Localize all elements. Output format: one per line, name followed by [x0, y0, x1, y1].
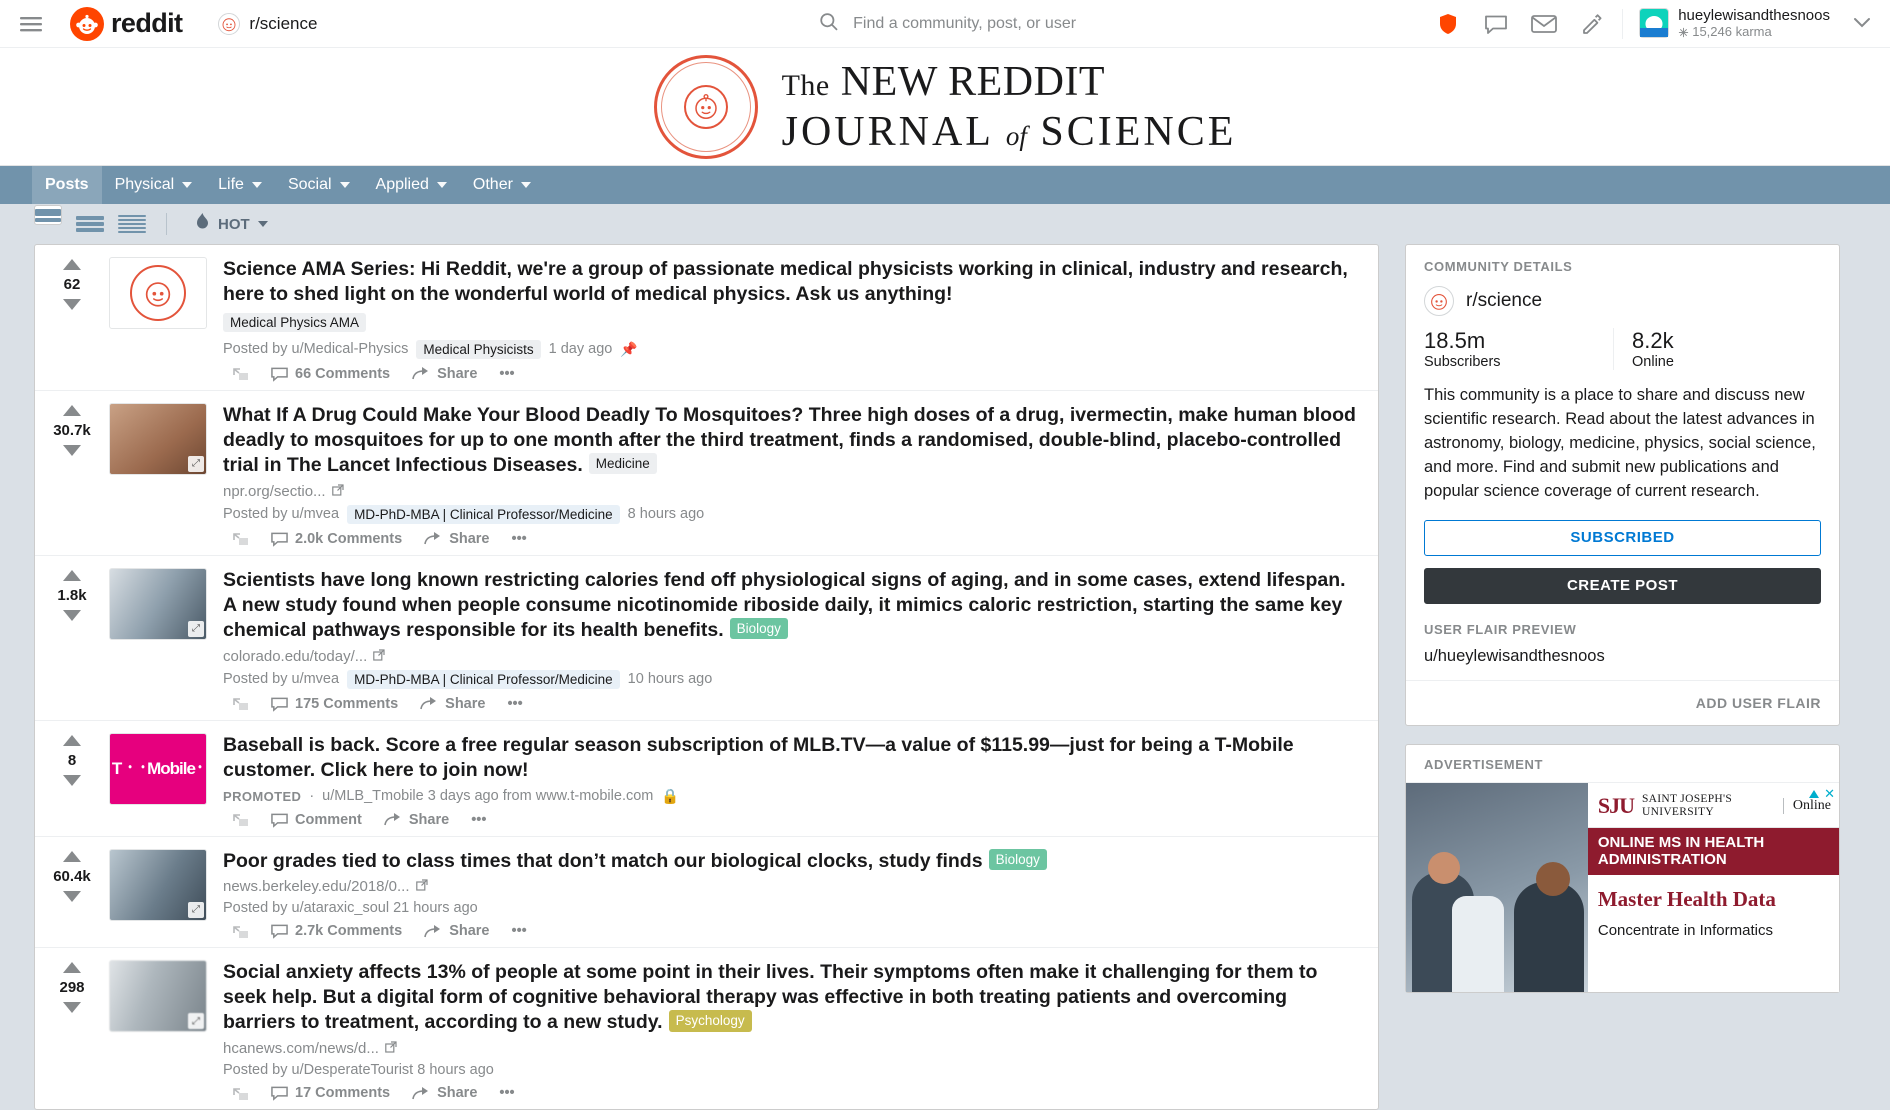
karma-text: 15,246 karma — [1692, 24, 1772, 40]
post-title-text: Poor grades tied to class times that don’t match our biological clocks, study finds — [223, 849, 983, 872]
subreddit-banner — [0, 48, 1890, 166]
ad-choices-icon[interactable] — [1809, 790, 1819, 798]
comments-link[interactable] — [271, 531, 402, 547]
ad-brand — [1588, 783, 1839, 828]
upvote-icon[interactable] — [63, 851, 81, 862]
page-content — [0, 244, 1890, 1110]
seal-thumbnail-icon — [130, 265, 186, 321]
post-age: 1 day ago — [548, 341, 613, 358]
ad-brand-name: SAINT JOSEPH'S UNIVERSITY — [1641, 792, 1733, 818]
mail-icon[interactable] — [1520, 4, 1568, 44]
post-domain[interactable] — [223, 1040, 1360, 1057]
post-thumbnail[interactable] — [109, 733, 207, 805]
create-post-icon[interactable] — [1568, 4, 1616, 44]
comments-count: 175 Comments — [295, 695, 399, 712]
comments-link[interactable] — [271, 366, 390, 382]
tmobile-logo: T ᛫ ᛫Mobile᛫ — [111, 758, 205, 778]
ad-brand-online: Online — [1783, 798, 1831, 814]
view-options-bar — [0, 204, 1890, 244]
post-domain[interactable] — [223, 878, 1360, 895]
reddit-wordmark: reddit — [111, 8, 183, 38]
advertisement-label: ADVERTISEMENT — [1424, 756, 1544, 772]
comments-count: 2.7k Comments — [295, 923, 403, 940]
post-body — [207, 845, 1378, 944]
chevron-down-icon — [521, 182, 531, 188]
post-domain-text: npr.org/sectio... — [223, 482, 326, 500]
stat-value: 18.5m — [1424, 328, 1486, 353]
pinned-icon: 📌 — [620, 340, 638, 357]
snoo-icon — [1424, 286, 1454, 316]
author-flair: Medical Physicists — [416, 340, 540, 359]
author-flair: MD-PhD-MBA | Clinical Professor/Medicine — [347, 505, 620, 524]
subnav-label: Life — [218, 176, 244, 193]
post-flair[interactable]: Biology — [989, 849, 1047, 870]
subscribed-button[interactable]: SUBSCRIBED — [1424, 520, 1821, 556]
search-container[interactable] — [818, 11, 1271, 37]
external-link-icon — [416, 879, 428, 894]
comments-link[interactable] — [271, 696, 398, 712]
more-options-icon[interactable]: ••• — [499, 1085, 515, 1102]
crosspost-icon[interactable] — [233, 924, 249, 939]
post-title-text: Scientists have long known restricting calories fend off physiological signs of aging, and in some cases, extend lifespan. A new study found when people consume nicotinomide riboside daily, it mimics caloric restriction, starting the same key chemical pathways responsible for its health benefits. — [223, 568, 1346, 641]
comments-count: 17 Comments — [295, 1085, 391, 1102]
post-meta — [223, 900, 1360, 916]
post-meta — [223, 505, 1360, 524]
comments-count: 2.0k Comments — [295, 530, 403, 547]
vote-column — [35, 564, 109, 716]
downvote-icon[interactable] — [63, 775, 81, 786]
card-layout-icon[interactable] — [34, 205, 62, 225]
upvote-icon[interactable] — [63, 259, 81, 270]
author-flair: MD-PhD-MBA | Clinical Professor/Medicine — [347, 670, 620, 689]
more-options-icon[interactable]: ••• — [499, 365, 515, 382]
expand-icon[interactable]: ⤢ — [188, 1013, 204, 1029]
post-score: 62 — [63, 276, 81, 293]
stat-label: Online — [1632, 354, 1674, 370]
post-title[interactable]: Science AMA Series: Hi Reddit, we're a group of passionate medical physicists working in clinical, industry and research, here to shed light on the wonderful world of medical physics. Ask us anything! — [223, 258, 1348, 305]
share-button[interactable] — [420, 696, 485, 712]
comments-link[interactable] — [271, 923, 402, 939]
advertisement-creative[interactable] — [1406, 782, 1839, 992]
post-meta — [223, 670, 1360, 689]
banner-title-main: NEW REDDIT — [840, 58, 1106, 105]
ad-headline: Master Health Data — [1597, 886, 1776, 911]
lock-icon: 🔒 — [661, 788, 680, 805]
post-score: 30.7k — [53, 421, 91, 439]
more-options-icon[interactable]: ••• — [511, 923, 527, 940]
stat-label: Subscribers — [1424, 354, 1501, 370]
comment-link[interactable] — [271, 812, 362, 828]
crosspost-icon[interactable] — [233, 812, 249, 827]
vote-column — [35, 399, 109, 551]
vote-column — [35, 956, 109, 1105]
subreddit-icon — [218, 13, 240, 35]
reddit-home-logo[interactable] — [70, 7, 182, 41]
chevron-down-icon — [437, 182, 447, 188]
downvote-icon[interactable] — [63, 1002, 81, 1013]
banner-title-the: The — [781, 68, 830, 102]
share-button[interactable] — [424, 923, 489, 939]
share-label: Share — [449, 923, 490, 940]
community-stats — [1406, 328, 1839, 384]
promoted-post-item[interactable] — [35, 721, 1378, 837]
post-title[interactable]: Baseball is back. Score a free regular season subscription of MLB.TV—a value of $115.99—just for being a T-Mobile customer. Click here to join now! — [223, 733, 1294, 781]
subnav-label: Social — [287, 176, 332, 193]
post-body — [207, 564, 1378, 716]
share-button[interactable] — [412, 366, 477, 382]
expand-icon[interactable]: ⤢ — [188, 621, 204, 637]
share-label: Share — [408, 811, 450, 828]
subnav-label: Physical — [114, 176, 175, 193]
vote-column — [35, 845, 109, 944]
expand-icon[interactable]: ⤢ — [188, 456, 204, 472]
add-user-flair-button[interactable]: ADD USER FLAIR — [1406, 680, 1839, 725]
crosspost-icon[interactable] — [233, 1086, 249, 1101]
current-subreddit-link[interactable] — [218, 13, 317, 35]
post-body — [207, 956, 1378, 1105]
banner-title-journal: JOURNAL — [781, 108, 993, 155]
flame-icon — [195, 213, 210, 235]
post-author[interactable]: Posted by u/mvea — [223, 671, 340, 688]
post-title-text: Social anxiety affects 13% of people at some point in their lives. Their symptoms often make it challenging for them to seek help. But a digital form of cognitive behavioral therapy was effective in both treating patients and overcoming barriers to treatment, according to a new study. — [223, 961, 1318, 1034]
subnav-item-social[interactable] — [275, 166, 363, 204]
search-icon — [818, 11, 839, 37]
post-thumbnail[interactable] — [109, 568, 207, 640]
post-domain[interactable] — [223, 483, 1360, 500]
expand-icon[interactable]: ⤢ — [188, 902, 204, 918]
subnav-item-posts[interactable] — [32, 166, 102, 204]
post-age: 10 hours ago — [627, 671, 713, 688]
chevron-down-icon — [258, 221, 268, 227]
external-link-icon — [385, 1041, 397, 1056]
post-author[interactable]: Posted by u/DesperateTourist 8 hours ago — [223, 1062, 494, 1079]
subnav-item-life[interactable] — [205, 166, 275, 204]
advertisement-card — [1405, 744, 1840, 993]
post-item[interactable] — [35, 556, 1378, 721]
chat-icon[interactable] — [1472, 4, 1520, 44]
user-flair-preview-value: u/hueylewisandthesnoos — [1424, 646, 1605, 665]
post-item[interactable] — [35, 948, 1378, 1109]
ad-controls[interactable] — [1809, 786, 1835, 802]
post-author[interactable]: Posted by u/mvea — [223, 506, 340, 523]
downvote-icon[interactable] — [63, 891, 81, 902]
nav-right-actions — [1424, 4, 1876, 44]
crosspost-icon[interactable] — [233, 531, 249, 546]
ad-band — [1588, 828, 1839, 875]
promoted-meta[interactable]: u/MLB_Tmobile 3 days ago from www.t-mobile.com — [322, 788, 654, 805]
community-name: r/science — [1466, 290, 1543, 311]
post-actions — [233, 1085, 1360, 1105]
upvote-icon[interactable] — [63, 570, 81, 581]
post-actions — [233, 531, 1360, 551]
external-link-icon — [373, 649, 385, 664]
user-menu-button[interactable] — [1633, 4, 1836, 43]
compact-layout-icon[interactable] — [118, 214, 146, 234]
post-title[interactable] — [223, 960, 1360, 1035]
downvote-icon[interactable] — [63, 299, 81, 310]
post-author[interactable]: Posted by u/Medical-Physics — [223, 341, 409, 358]
post-meta — [223, 788, 1360, 805]
share-button[interactable] — [384, 812, 449, 828]
sort-label: HOT — [218, 215, 250, 233]
post-meta — [223, 340, 1360, 359]
post-thumbnail[interactable] — [109, 257, 207, 329]
post-meta — [223, 1062, 1360, 1078]
comments-count: 66 Comments — [295, 365, 391, 382]
post-item[interactable] — [35, 245, 1378, 391]
subnav-label: Posts — [45, 176, 89, 193]
more-options-icon[interactable]: ••• — [471, 811, 487, 828]
stat-subscribers — [1424, 328, 1613, 370]
post-score: 298 — [59, 979, 85, 997]
vote-column — [35, 729, 109, 832]
avatar — [1639, 8, 1669, 38]
post-actions — [233, 812, 1360, 832]
subnav-label: Other — [472, 176, 513, 193]
chevron-down-icon[interactable] — [1854, 15, 1870, 33]
post-domain-text: news.berkeley.edu/2018/0... — [223, 878, 410, 896]
nav-divider — [1622, 9, 1623, 39]
classic-layout-icon[interactable] — [76, 214, 104, 234]
shield-icon[interactable] — [1424, 4, 1472, 44]
share-label: Share — [445, 695, 486, 712]
post-title[interactable] — [223, 568, 1360, 643]
post-actions — [233, 366, 1360, 386]
post-author[interactable]: Posted by u/ataraxic_soul 21 hours ago — [223, 900, 478, 917]
subreddit-name: r/science — [249, 13, 318, 33]
crosspost-icon[interactable] — [233, 696, 249, 711]
ad-band-line1: ONLINE MS IN HEALTH — [1597, 834, 1765, 852]
hamburger-icon[interactable] — [14, 7, 48, 41]
share-label: Share — [437, 365, 478, 382]
ad-band-line2: ADMINISTRATION — [1597, 851, 1727, 869]
comments-link[interactable] — [271, 1085, 390, 1101]
post-body — [207, 399, 1378, 551]
post-thumbnail[interactable] — [109, 960, 207, 1032]
share-button[interactable] — [424, 531, 489, 547]
downvote-icon[interactable] — [63, 445, 81, 456]
post-item[interactable] — [35, 837, 1378, 949]
subnav-item-physical[interactable] — [102, 166, 206, 204]
post-actions — [233, 923, 1360, 943]
user-karma — [1678, 25, 1830, 40]
post-feed — [34, 244, 1379, 1110]
snowflake-icon — [1678, 27, 1689, 38]
post-domain-text: colorado.edu/today/... — [223, 647, 368, 665]
post-flair[interactable]: Biology — [730, 618, 788, 639]
username: hueylewisandthesnoos — [1678, 6, 1830, 24]
banner-title-science: SCIENCE — [1040, 108, 1237, 155]
ad-image — [1406, 783, 1588, 992]
snoo-icon — [70, 7, 104, 41]
chevron-down-icon — [340, 182, 350, 188]
banner-title-of: of — [1005, 120, 1027, 151]
post-actions — [233, 696, 1360, 716]
share-label: Share — [437, 1085, 478, 1102]
subreddit-nav-bar — [0, 166, 1890, 204]
post-flair[interactable]: Medical Physics AMA — [223, 313, 366, 332]
community-link[interactable] — [1406, 282, 1839, 328]
ad-text-panel — [1588, 783, 1839, 992]
post-title[interactable] — [223, 849, 1360, 874]
post-age: 8 hours ago — [627, 506, 705, 523]
community-details-card — [1405, 244, 1840, 726]
search-input[interactable] — [851, 14, 1271, 34]
post-thumbnail[interactable] — [109, 849, 207, 921]
stat-value: 8.2k — [1632, 328, 1674, 353]
crosspost-icon[interactable] — [233, 366, 249, 381]
more-options-icon[interactable]: ••• — [507, 695, 523, 712]
community-details-label: COMMUNITY DETAILS — [1424, 259, 1573, 274]
community-description: This community is a place to share and discuss new scientific research. Read about the latest advances in astronomy, biology, medicine, physics, social science, and more. Find and submit new publications and popular science coverage of current research. — [1424, 386, 1816, 500]
create-post-button[interactable]: CREATE POST — [1424, 568, 1821, 604]
post-body — [207, 729, 1378, 832]
post-item[interactable] — [35, 391, 1378, 556]
share-button[interactable] — [412, 1085, 477, 1101]
share-label: Share — [449, 530, 490, 547]
post-flair[interactable]: Psychology — [669, 1010, 752, 1031]
more-options-icon[interactable]: ••• — [511, 530, 527, 547]
post-thumbnail[interactable] — [109, 403, 207, 475]
post-score: 1.8k — [57, 586, 87, 604]
user-flair-preview-label: USER FLAIR PREVIEW — [1424, 621, 1577, 637]
vote-column — [35, 253, 109, 386]
promoted-label: PROMOTED — [223, 788, 302, 804]
post-title[interactable] — [223, 403, 1360, 478]
ad-subline: Concentrate in Informatics — [1597, 921, 1773, 939]
upvote-icon[interactable] — [63, 405, 81, 416]
post-flair[interactable]: Medicine — [589, 453, 657, 474]
subnav-label: Applied — [375, 176, 429, 193]
sidebar — [1405, 244, 1840, 1011]
post-score: 60.4k — [53, 867, 91, 885]
ad-brand-mark: SJU — [1597, 792, 1634, 818]
stat-online — [1613, 328, 1821, 370]
subnav-item-applied[interactable] — [363, 166, 460, 204]
external-link-icon — [332, 484, 344, 499]
sort-dropdown[interactable] — [187, 210, 276, 238]
promoted-separator: · — [309, 788, 315, 805]
journal-seal-logo — [654, 55, 758, 159]
chevron-down-icon — [182, 182, 192, 188]
banner-title — [781, 58, 1237, 155]
post-score: 8 — [67, 751, 77, 769]
post-domain-text: hcanews.com/news/d... — [223, 1040, 379, 1058]
post-body — [207, 253, 1378, 386]
upvote-icon[interactable] — [63, 735, 81, 746]
divider — [166, 213, 167, 235]
post-title-text: What If A Drug Could Make Your Blood Deadly To Mosquitoes? Three high doses of a drug, ivermectin, make human blood deadly to mosquitoes for up to one month after the third treatment, finds a randomised, double-blind, placebo-controlled trial in The Lancet Infectious Diseases. — [223, 403, 1356, 476]
subnav-item-other[interactable] — [460, 166, 544, 204]
chevron-down-icon — [252, 182, 262, 188]
post-domain[interactable] — [223, 648, 1360, 665]
comments-count: Comment — [295, 811, 362, 828]
top-navigation-bar — [0, 0, 1890, 48]
close-icon[interactable]: ✕ — [1824, 785, 1835, 801]
upvote-icon[interactable] — [63, 962, 81, 973]
downvote-icon[interactable] — [63, 610, 81, 621]
